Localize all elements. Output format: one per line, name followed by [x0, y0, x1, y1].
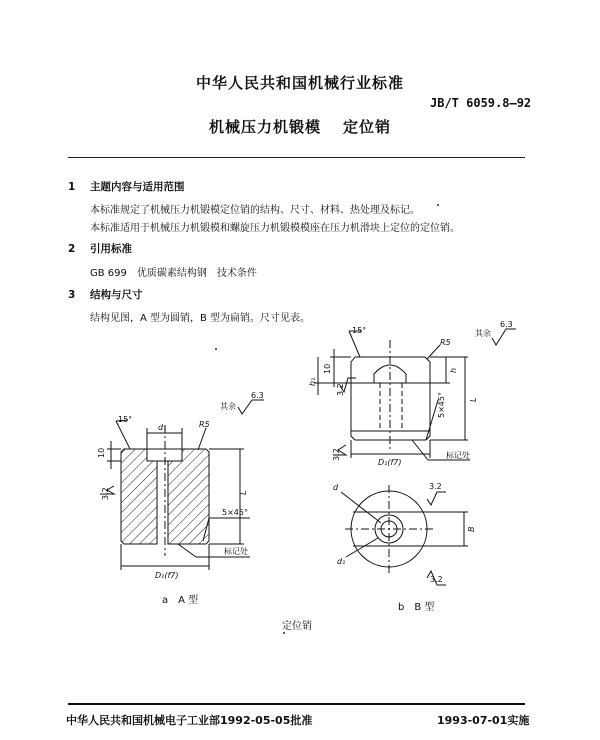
section-2-number: 2	[68, 243, 76, 255]
a-angle-label: 15°	[118, 415, 133, 424]
b-h-label: h	[449, 367, 458, 373]
b-rough-32-label: 3.2	[336, 383, 345, 396]
a-D-label: D₁(f7)	[155, 571, 179, 580]
type-a-left-section	[121, 449, 157, 544]
b-rough-63-label: 6.3	[500, 320, 513, 329]
b-rough-rest-label: 其余	[475, 329, 491, 338]
type-b-top-drawing	[341, 485, 468, 585]
standard-number: JB/T 6059.8—92	[430, 96, 532, 110]
footer-rule	[68, 703, 525, 705]
section-1-number: 1	[68, 181, 76, 193]
b-d-label: d	[333, 483, 339, 492]
type-a-roughness-rest	[238, 400, 264, 414]
b-mark-label: 标记处	[446, 451, 470, 460]
section-3-number: 3	[68, 289, 76, 301]
a-chamfer-label: 5×45°	[222, 508, 248, 517]
figure-caption: 定位销	[282, 621, 312, 632]
section-1-para-1: 本标准规定了机械压力机锻模定位销的结构、尺寸、材料、热处理及标记。	[90, 205, 420, 216]
b-r5-label: R5	[440, 338, 451, 347]
b-d1-label: d₁	[337, 557, 346, 566]
b-top-rough-label: 3.2	[429, 482, 442, 491]
figure-a-caption: a A 型	[162, 595, 199, 606]
section-1-title: 主题内容与适用范围	[90, 181, 185, 193]
type-a-right-section	[168, 449, 209, 544]
type-b-front-labels	[308, 320, 513, 467]
section-3-title: 结构与尺寸	[90, 289, 143, 301]
doc-subtitle-text: 定位销	[343, 118, 392, 136]
figure-b-caption: b B 型	[398, 602, 435, 613]
a-L-label: L	[239, 490, 248, 495]
b-h1-label: h₁	[308, 377, 317, 386]
b-rough-32b-label: 3.2	[332, 448, 341, 461]
speck	[215, 348, 217, 350]
b-L-label: L	[469, 397, 478, 402]
b-B-label: B	[467, 526, 476, 532]
b-angle-label: 15°	[352, 326, 367, 335]
b-bottom-rough-label: 3.2	[430, 575, 443, 584]
a-r5-label: R5	[199, 420, 210, 429]
a-rough-rest-label: 其余	[220, 402, 236, 411]
a-mark-label: 标记处	[224, 547, 248, 556]
b-dim10-label: 10	[323, 363, 332, 374]
a-rough-63-label: 6.3	[251, 391, 264, 400]
section-2-title: 引用标准	[90, 243, 132, 255]
section-2-para-1: GB 699 优质碳素结构钢 技术条件	[90, 268, 257, 279]
footer-effective: 1993-07-01实施	[437, 714, 530, 727]
b-D-label: D₁(f7)	[378, 458, 402, 467]
org-title: 中华人民共和国机械行业标准	[195, 74, 404, 92]
a-d1-label: d₁	[158, 423, 167, 432]
type-b-top-labels	[333, 482, 476, 584]
a-dim10-label: 10	[97, 447, 106, 458]
type-b-roughness-rest	[492, 329, 516, 345]
doc-title-text: 机械压力机锻模	[208, 118, 321, 136]
type-a-drawing	[100, 400, 264, 570]
a-rough-32-label: 3.2	[101, 487, 110, 500]
speck	[283, 632, 285, 634]
section-1-para-2: 本标准适用于机械压力机锻模和螺旋压力机锻模模座在压力机滑块上定位的定位销。	[90, 223, 460, 234]
b-chamfer-label: 5×45°	[437, 392, 446, 418]
section-3-para-1: 结构见图，A 型为圆销，B 型为扁销。尺寸见表。	[90, 313, 311, 324]
footer-issuer: 中华人民共和国机械电子工业部1992-05-05批准	[66, 714, 313, 727]
